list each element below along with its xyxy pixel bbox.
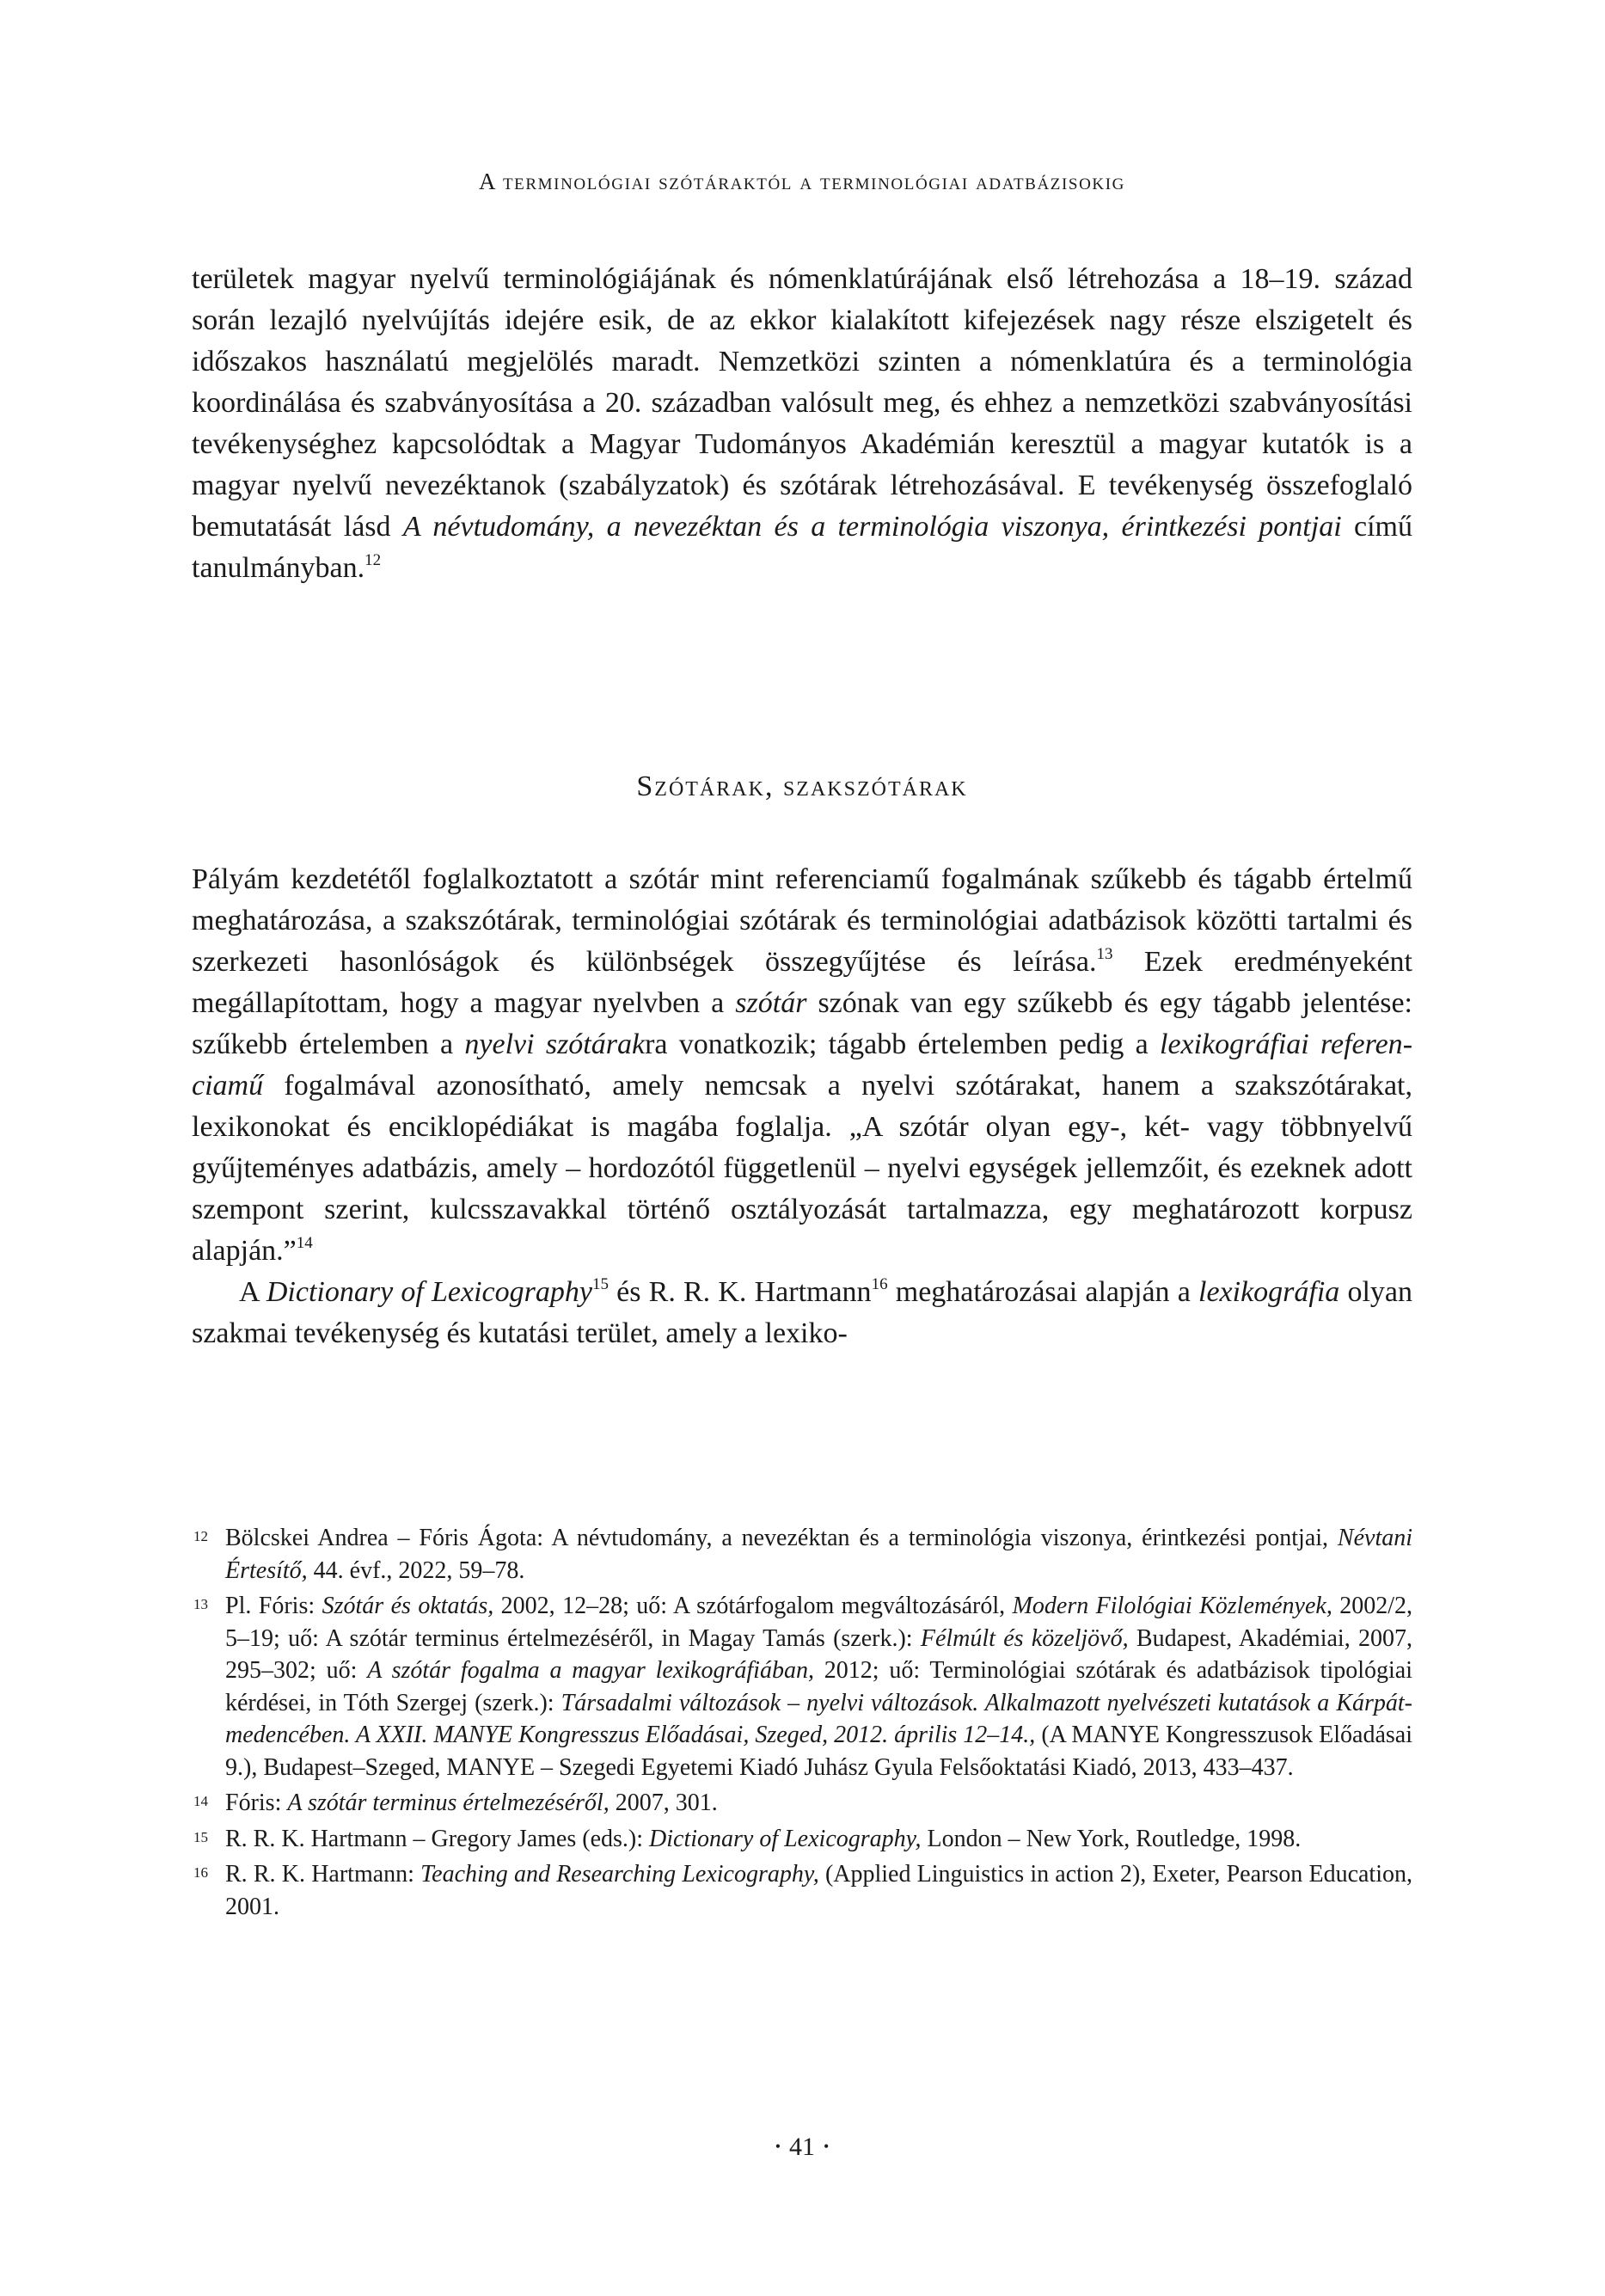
text: ra vonatkozik; tágabb értelemben pedig a [645,1028,1160,1060]
section-body [192,859,1412,1354]
text: 44. évf., 2022, 59–78. [307,1556,525,1584]
footnote-ref-13[interactable]: 13 [1096,945,1113,963]
text: Ezek eredményeként megállapítottam, hogy a magyar nyelvben a [192,946,1412,1019]
text: 2007, 301. [609,1790,718,1816]
footnote-14 [192,1787,1412,1820]
footnote-ref-15[interactable]: 15 [591,1275,609,1293]
text: (Applied Linguistics in action 2), Exeter, Pearson Education, 2001. [225,1861,1412,1920]
italic-title: Társadalmi változások – nyelvi változások. Alkalmazott nyelvészeti kutatások a Kárpátmedencében. A XXII. MANYE Kongresszus Előadásai, Szeged, 2012. április 12–14., [225,1689,1412,1748]
footnote-number: 13 [193,1596,208,1612]
footnote-13 [192,1590,1412,1783]
text: területek magyar nyelvű terminológiájának és nómenklatúrájának első létrehozása a 18–19. század során lezajló nyelvújítás idejére esik, de az ekkor kialakított kifejezések nagy része elszigetelt és időszakos használatú megjelölés maradt. Nemzetközi szinten a nómenklatúra és a terminológia koordinálása és szabványosítása a 20. században valósult meg, és ehhez a nemzetközi szabványosítási tevékenységhez kapcsolódtak a Magyar Tudományos Akadémián keresztül a magyar kutatók is a magyar nyelvű nevezéktanok (szabályzatok) és szótárak létrehozásával. E tevékenység összefoglaló bemutatását lásd [192,263,1412,543]
italic-term: lexikográfia [1198,1276,1340,1308]
text: R. R. K. Hartmann: [225,1861,421,1888]
text: 2002/2, 5–19; uő: A szótár terminus értelmezéséről, in Magay Tamás (szerk.): [225,1593,1413,1652]
text: 2002, 12–28; uő: A szótárfogalom megváltozásáról, [493,1593,1013,1619]
footnote-12 [192,1522,1412,1587]
italic-term: nyelvi szótárak [464,1028,646,1060]
italic-title: Szótár és oktatás, [322,1593,494,1619]
bullet-ornament-icon: • [775,2138,781,2155]
italic-title: A szótár terminus értelmezéséről, [287,1790,610,1816]
footnote-number: 16 [193,1864,208,1881]
paragraph-1 [192,259,1412,589]
text: meghatározásai alapján a [887,1276,1198,1308]
text: (A MANYE Kongresszusok Előadásai 9.), Budapest–Szeged, MANYE – Szegedi Egyetemi Kiadó Juhász Gyula Felsőoktatási Kiadó, 2013, 433–437. [225,1722,1413,1781]
italic-term: lexikográfiai referenciamű [192,1028,1413,1102]
italic-title: A névtudomány, a nevezéktan és a terminológia viszonya, érintkezési pontjai [402,511,1342,543]
text: Budapest, Akadémiai, 2007, 295–302; uő: [225,1624,1412,1684]
italic-title: Teaching and Researching Lexicography, [420,1861,819,1888]
italic-term: szótár [735,987,807,1019]
footnote-ref-12[interactable]: 12 [364,551,382,569]
italic-title: A szótár fogalma a magyar lexikográfiában, [367,1657,814,1684]
footnotes [192,1522,1412,1926]
text: 2012; uő: Terminológiai szótárak és adatbázisok tipológiai kérdései, in Tóth Szergej (szerk.): [225,1657,1412,1716]
footnote-number: 15 [193,1828,208,1845]
text: Pályám kezdetétől foglalkoztatott a szótár mint referenciamű fogalmának szűkebb és tágabb értelmű meghatározása, a szakszótárak, terminológiai szótárak és terminológiai adatbázisok közötti tartalmi és szerkezeti hasonlóságok és különbségek összegyűjtése és leírása. [192,863,1412,978]
page-number-value: 41 [789,2133,815,2161]
text: és R. R. K. Hartmann [608,1276,872,1308]
section-title: Szótárak, szakszótárak [636,770,968,802]
text: fogalmával azonosítható, amely nemcsak a nyelvi szótárakat, hanem a szakszótárakat, lexikonokat és enciklopédiákat is magába foglalja. „A szótár olyan egy-, két- vagy többnyelvű gyűjteményes adatbázis, amely – hordozótól függetlenül – nyelvi egységek jellemzőit, és ezeknek adott szempont szerint, kulcsszavakkal történő osztályozását tartalmazza, egy meghatározott korpusz alapján.” [192,1070,1412,1267]
paragraph-3 [192,1272,1412,1354]
text: London – New York, Routledge, 1998. [921,1825,1302,1852]
paragraph-2 [192,859,1412,1272]
text: Pl. Fóris: [225,1593,322,1619]
text: Bölcskei Andrea – Fóris Ágota: A névtudomány, a nevezéktan és a terminológia viszonya, érintkezési pontjai, [225,1525,1338,1551]
running-head: A terminológiai szótáraktól a terminológiai adatbázisokig [479,169,1125,194]
text: olyan szakmai tevékenység és kutatási terület, amely a lexiko- [192,1276,1413,1349]
text: szónak van egy szűkebb és egy tágabb jelentése: szűkebb értelemben a [192,987,1412,1060]
footnote-16 [192,1858,1412,1923]
footnote-ref-14[interactable]: 14 [296,1234,313,1252]
page-number [192,2133,1412,2162]
footnote-ref-16[interactable]: 16 [871,1275,888,1293]
footnote-number: 14 [193,1793,208,1809]
footnote-15 [192,1823,1412,1856]
footnote-number: 12 [193,1528,208,1544]
text: R. R. K. Hartmann – Gregory James (eds.): [225,1825,650,1852]
text: című tanulmányban. [192,511,1412,584]
text: A [239,1276,266,1308]
text: Fóris: [225,1790,288,1816]
italic-title: Félmúlt és közeljövő, [920,1624,1129,1652]
bullet-ornament-icon: • [824,2138,830,2155]
italic-title: Modern Filológiai Közlemények, [1012,1593,1332,1619]
italic-title: Dictionary of Lexicography [266,1276,592,1308]
italic-title: Névtani Értesítő, [225,1525,1412,1584]
italic-title: Dictionary of Lexicography, [649,1825,922,1852]
